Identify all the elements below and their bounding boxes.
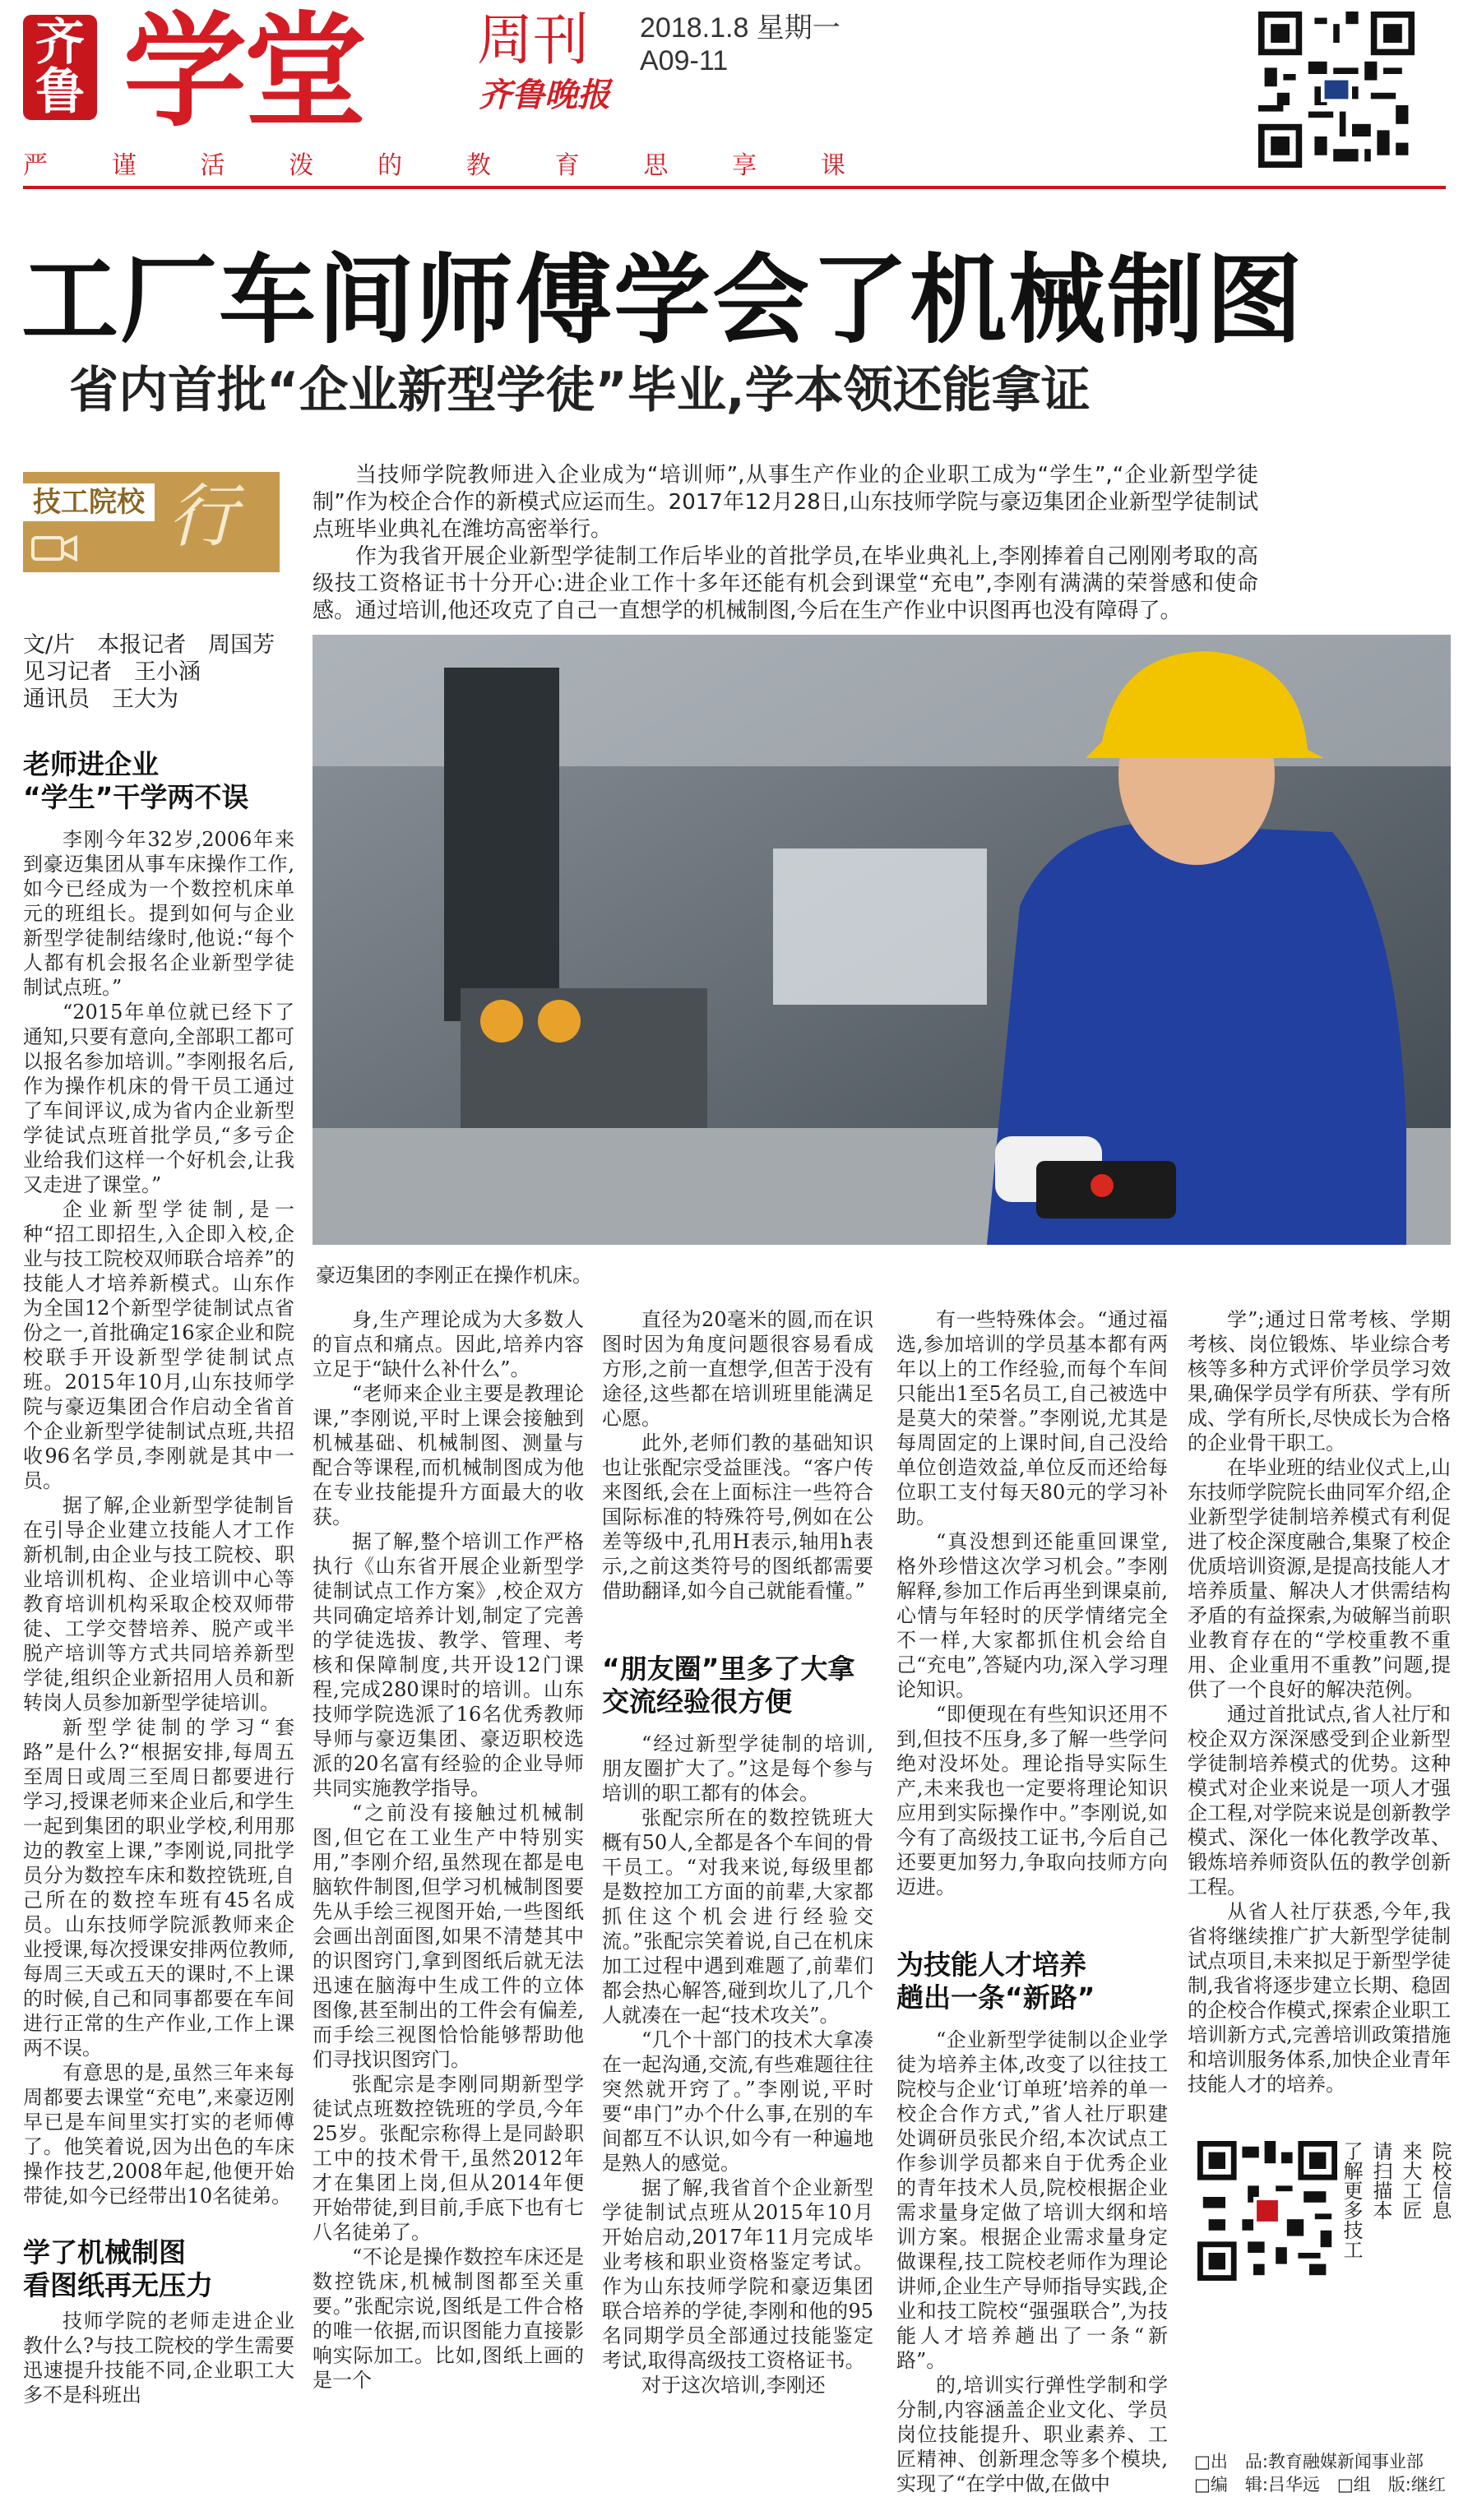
promo-text: 院校信息 来大工匠 请扫描本 了解更多技工 — [1340, 2141, 1452, 2259]
brand-title: 学堂 — [123, 1, 364, 144]
brand-seal-logo: 齐 鲁 — [23, 15, 97, 120]
section-title-3: “朋友圈”里多了大拿 交流经验很方便 — [602, 1653, 855, 1718]
masthead-divider — [23, 186, 1446, 189]
qr-code-bottom[interactable] — [1197, 2141, 1337, 2281]
column-tag-big: 行 — [168, 476, 238, 557]
headline: 工厂车间师傅学会了机械制图 — [21, 243, 1305, 357]
column-4a-text: 有一些特殊体会。“通过福选,参加培训的学员基本都有两年以上的工作经验,而每个车间只能出1至5名员工,自己被选中是莫大的荣誉。”李刚说,尤其是每周固定的上课时间,自己没给单位创造效益,单位反而还给每位职工支付每天80元的学习补助。 “真没想到还能重回课堂,格外珍惜这次学习机会。”李刚解释,参加工作后再坐到课桌前,心情与年轻时的厌学情绪完全不一样,大家都抓住机会给自己“充电”,答疑内功,深入学习理论知识。 “即便现在有些知识还用不到,但技不压身,多了解一些学问绝对没坏处。理论指导实际生产,未来我也一定要将理论知识应用到实际操作中。”李刚说,如今有了高级技工证书,今后自己还要更加努力,争取向技师方向迈进。 — [896, 1308, 1168, 1898]
section-title-1: 老师进企业 “学生”干学两不误 — [23, 748, 249, 813]
camera-icon — [31, 531, 77, 564]
issue-date: 2018.1.8 星期一 — [640, 12, 841, 44]
lead-paragraph: 当技师学院教师进入企业成为“培训师”,从事生产作业的企业职工成为“学生”,“企业新型学徒制”作为校企合作的新模式应运而生。2017年12月28日,山东技师学院与豪迈集团企业新型学徒制试点班毕业典礼在潍坊高密举行。 作为我省开展企业新型学徒制工作后毕业的首批学员,在毕业典礼上,李刚捧着自己刚刚考取的高级技工资格证书十分开心:进企业工作十多年还能有机会到课堂“充电”,李刚有满满的荣誉感和使命感。通过培训,他还攻克了自己一直想学的机械制图,今后在生产作业中识图再也没有障碍了。 — [313, 463, 1258, 623]
credits: □出 品:教育融媒新闻事业部 □编 辑:吕华远 □组 版:继红 — [1194, 2452, 1446, 2495]
column-3a-text: 直径为20毫米的圆,而在识图时因为角度问题很容易看成方形,之前一直想学,但苦于没有途径,这些都在培训班里能满足心愿。 此外,老师们教的基础知识也让张配宗受益匪浅。“客户传来图纸,会在上面标注一些符合国际标准的特殊符号,例如在公差等级中,孔用H表示,轴用h表示,之前这类符号的图纸都需要借助翻译,如今自己就能看懂。” — [602, 1308, 873, 1602]
column-1-text: 李刚今年32岁,2006年来到豪迈集团从事车床操作工作,如今已经成为一个数控机床单元的班组长。提到如何与企业新型学徒制结缘时,他说:“每个人都有机会报名企业新型学徒制试点班。” “2015年单位就已经下了通知,只要有意向,全部职工都可以报名参加培训。”李刚报名后,作为操作机床的骨干员工通过了车间评议,成为省内企业新型学徒试点班首批学员,“多亏企业给我们这样一个好机会,让我又走进了课堂。” 企业新型学徒制,是一种“招工即招生,入企即入校,企业与技工院校双师联合培养”的技能人才培养新模式。山东作为全国12个新型学徒制试点省份之一,首批确定16家企业和院校联手开设新型学徒制试点班。2015年10月,山东技师学院与豪迈集团合作启动全省首个企业新型学徒制试点班,共招收96名学员,李刚就是其中一员。 据了解,企业新型学徒制旨在引导企业建立技能人才工作新机制,由企业与技工院校、职业培训机构、企业培训中心等教育培训机构采取企校双师带徒、工学交替培养、脱产或半脱产培训等方式共同培养新型学徒,组织企业新招用人员和新转岗人员参加新型学徒培训。 新型学徒制的学习“套路”是什么?“根据安排,每周五至周日或周三至周日都要进行学习,授课老师来企业后,和学生一起到集团的职业学校,利用那边的教室上课,”李刚说,同批学员分为数控车床和数控铣班,自己所在的数控车班有45名成员。山东技师学院派教师来企业授课,每次授课安排两位教师,每周三天或五天的课时,不上课的时候,自己和同事都要在车间进行正常的生产作业,工作上课两不误。 有意思的是,虽然三年来每周都要去课堂“充电”,来豪迈刚早已是车间里实打实的老师傅了。他笑着说,因为出色的车床操作技艺,2008年起,他便开始带徒,如今已经带出10名徒弟。 — [23, 828, 294, 2208]
column-tag — [23, 472, 280, 572]
article-photo — [313, 635, 1451, 1245]
newspaper-name: 齐鲁晚报 — [479, 76, 610, 114]
photo-caption: 豪迈集团的李刚正在操作机床。 — [316, 1264, 592, 1287]
column-2-text: 身,生产理论成为大多数人的盲点和痛点。因此,培养内容立足于“缺什么补什么”。 “老师来企业主要是教理论课,”李刚说,平时上课会接触到机械基础、机械制图、测量与配合等课程,而机械制图成为他在专业技能提升方面最大的收获。 据了解,整个培训工作严格执行《山东省开展企业新型学徒制试点工作方案》,校企双方共同确定培养计划,制定了完善的学徒选拔、教学、管理、考核和保障制度,共开设12门课程,完成280课时的培训。山东技师学院选派了16名优秀教师导师与豪迈集团、豪迈职校选派的20名富有经验的企业导师共同实施教学指导。 “之前没有接触过机械制图,但它在工业生产中特别实用,”李刚介绍,虽然现在都是电脑软件制图,但学习机械制图要先从手绘三视图开始,一些图纸会画出剖面图,如果不清楚其中的识图窍门,拿到图纸后就无法迅速在脑海中生成工件的立体图像,甚至制出的工件会有偏差,而手绘三视图恰恰能够帮助他们寻找识图窍门。 张配宗是李刚同期新型学徒试点班数控铣班的学员,今年25岁。张配宗称得上是同龄职工中的技术骨干,虽然2012年才在集团上岗,但从2014年便开始带徒,到目前,手底下也有七八名徒弟了。 “不论是操作数控车床还是数控铣床,机械制图都至关重要。”张配宗说,图纸是工件合格的唯一依据,而识图能力直接影响实际加工。比如,图纸上画的是一个 — [313, 1308, 584, 2392]
section-title-2: 学了机械制图 看图纸再无压力 — [23, 2236, 213, 2301]
section-title-4: 为技能人才培养 趟出一条“新路” — [896, 1949, 1095, 2014]
subheadline: 省内首批“企业新型学徒”毕业,学本领还能拿证 — [69, 362, 1091, 419]
column-tag-label: 技工院校 — [23, 483, 155, 521]
column-4b-text: “企业新型学徒制以企业学徒为培养主体,改变了以往技工院校与企业‘订单班’培养的单一校企合作方式,”省人社厅职建处调研员张民介绍,本次试点工作参训学员都来自于优秀企业的青年技术人员,院校根据企业需求量身定做了培训大纲和培训方案。根据企业需求量身定做课程,技工院校老师作为理论讲师,企业生产导师指导实践,企业和技工院校“强强联合”,为技能人才培养趟出了一条“新路”。 的,培训实行弹性学制和学分制,内容涵盖企业文化、学员岗位技能提升、职业素养、工匠精神、创新理念等多个模块,实现了“在学中做,在做中 — [896, 2028, 1168, 2495]
weekly-label: 周刊 — [477, 8, 590, 73]
column-3b-text: “经过新型学徒制的培训,朋友圈扩大了。”这是每个参与培训的职工都有的体会。 张配宗所在的数控铣班大概有50人,全都是各个车间的骨干员工。“对我来说,每级里都是数控加工方面的前辈,大家都抓住这个机会进行经验交流。”张配宗笑着说,自己在机床加工过程中遇到难题了,前辈们都会热心解答,碰到坎儿了,几个人就凑在一起“技术攻关”。 “几个十部门的技术大拿凑在一起沟通,交流,有些难题往往突然就开窍了。”李刚说,平时要“串门”办个什么事,在别的车间都互不认识,如今有一种遍地是熟人的感觉。 据了解,我省首个企业新型学徒制试点班从2015年10月开始启动,2017年11月完成毕业考核和职业资格鉴定考试。作为山东技师学院和豪迈集团联合培养的学徒,李刚和他的95名同期学员全部通过技能鉴定考试,取得高级技工资格证书。 对于这次培训,李刚还 — [602, 1732, 873, 2397]
column-1b-text: 技师学院的老师走进企业教什么?与技工院校的学生需要迅速提升技能不同,企业职工大多不是科班出 — [23, 2310, 294, 2407]
byline: 文/片 本报记者 周国芳 见习记者 王小涵 通讯员 王大为 — [23, 632, 276, 712]
column-5-text: 学”;通过日常考核、学期考核、岗位锻炼、毕业综合考核等多种方式评价学员学习效果,确保学员学有所获、学有所成、学有所长,尽快成长为合格的企业骨干职工。 在毕业班的结业仪式上,山东技师学院院长曲同军介绍,企业新型学徒制培养模式有利促进了校企深度融合,集聚了校企优质培训资源,是提高技能人才培养质量、解决人才供需结构矛盾的有益探索,为破解当前职业教育存在的“学校重教不重用、企业重用不重教”问题,提供了一个良好的解决范例。 通过首批试点,省人社厅和校企双方深深感受到企业新型学徒制培养模式的优势。这种模式对企业来说是一项人才强企工程,对学院来说是创新教学模式、深化一体化教学改革、锻炼培养师资队伍的教学创新工程。 从省人社厅获悉,今年,我省将继续推广扩大新型学徒制试点项目,未来拟足于新型学徒制,我省将逐步建立长期、稳固的企校合作模式,探索企业职工培训新方式,完善培训政策措施和培训服务体系,加快企业青年技能人才的培养。 — [1188, 1308, 1451, 2096]
qr-code-top[interactable] — [1258, 12, 1415, 168]
slogan: 严 谨 活 泼 的 教 育 思 享 课 — [23, 151, 845, 180]
page-number: A09-11 — [640, 45, 729, 76]
